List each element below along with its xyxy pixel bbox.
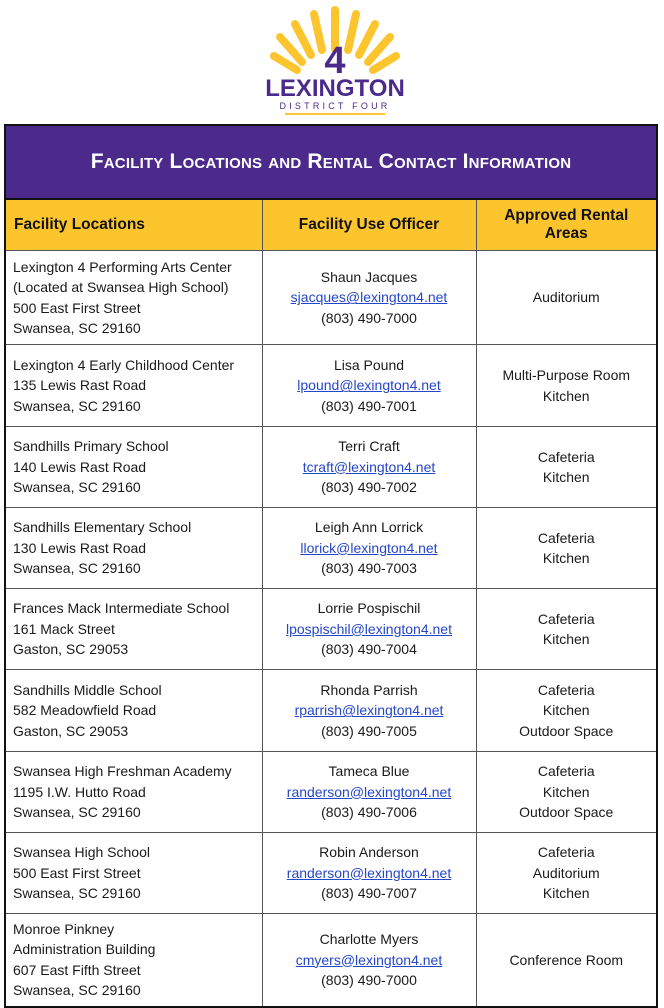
location-line: Sandhills Primary School	[13, 438, 169, 455]
officer-name: Tameca Blue	[328, 763, 410, 780]
location-line: 607 East Fifth Street	[13, 961, 141, 978]
table-row	[6, 427, 656, 508]
location-line: Swansea, SC 29160	[13, 982, 141, 999]
officer-phone: (803) 490-7006	[321, 804, 417, 821]
rental-areas-cell	[476, 589, 656, 670]
officer-phone: (803) 490-7003	[321, 560, 417, 577]
location-line: Swansea, SC 29160	[13, 560, 141, 577]
location-line: 140 Lewis Rast Road	[13, 458, 147, 475]
rental-area-item: Kitchen	[542, 550, 590, 566]
location-line: 135 Lewis Rast Road	[13, 377, 147, 394]
location-line: 130 Lewis Rast Road	[13, 539, 147, 556]
table-row	[6, 914, 656, 1006]
facility-location-cell	[6, 251, 262, 345]
location-line: Swansea, SC 29160	[13, 320, 141, 336]
officer-phone: (803) 490-7001	[321, 397, 417, 414]
logo-number: 4	[324, 40, 346, 82]
rental-area-item: Outdoor Space	[519, 804, 614, 821]
rental-area-item: Auditorium	[532, 864, 600, 881]
facility-officer-cell	[262, 670, 476, 752]
location-line: Swansea, SC 29160	[13, 479, 141, 496]
rental-area-item: Outdoor Space	[519, 722, 614, 739]
rental-area-item: Cafeteria	[537, 763, 595, 780]
rental-area-item: Cafeteria	[537, 529, 595, 546]
rental-area-item: Cafeteria	[537, 681, 595, 698]
location-line: Administration Building	[13, 941, 156, 958]
officer-email-link[interactable]: llorick@lexington4.net	[300, 539, 438, 556]
officer-email-link[interactable]: randerson@lexington4.net	[286, 783, 452, 800]
rental-area-item: Kitchen	[542, 387, 590, 404]
table-row	[6, 670, 656, 752]
location-line: Swansea High School	[13, 844, 150, 861]
rental-areas-cell	[476, 427, 656, 508]
officer-email-link[interactable]: cmyers@lexington4.net	[295, 951, 443, 968]
facility-officer-cell	[262, 833, 476, 914]
officer-phone: (803) 490-7000	[321, 309, 417, 326]
rental-areas-cell	[476, 251, 656, 345]
facility-officer-cell	[262, 914, 476, 1006]
table-row	[6, 833, 656, 914]
rental-area-item: Kitchen	[542, 469, 590, 485]
page-title: Facility Locations and Rental Contact Information	[90, 150, 572, 173]
header-approved-rental-areas: Approved Rental Areas	[476, 200, 656, 251]
officer-name: Terri Craft	[338, 438, 400, 455]
officer-email-link[interactable]: sjacques@lexington4.net	[290, 289, 448, 306]
officer-email-link[interactable]: rparrish@lexington4.net	[294, 702, 444, 719]
officer-email-link[interactable]: lpospischil@lexington4.net	[286, 620, 452, 637]
officer-name: Charlotte Myers	[319, 931, 419, 947]
rental-area-item: Kitchen	[542, 702, 590, 719]
rental-area-item: Kitchen	[542, 631, 590, 647]
officer-phone: (803) 490-7007	[321, 885, 417, 902]
table-header-row	[6, 200, 656, 251]
location-line: (Located at Swansea High School)	[13, 279, 229, 295]
officer-name: Lisa Pound	[333, 356, 405, 373]
header-facility-use-officer: Facility Use Officer	[262, 200, 476, 251]
facility-location-cell	[6, 345, 262, 427]
officer-name: Shaun Jacques	[320, 268, 418, 285]
location-line: Swansea, SC 29160	[13, 804, 141, 821]
facility-officer-cell	[262, 589, 476, 670]
table-row	[6, 508, 656, 589]
facility-officer-cell	[262, 427, 476, 508]
location-line: Lexington 4 Performing Arts Center	[13, 258, 232, 275]
location-line: 500 East First Street	[13, 864, 141, 881]
facility-officer-cell	[262, 752, 476, 833]
location-line: 500 East First Street	[13, 299, 141, 316]
officer-phone: (803) 490-7004	[321, 641, 417, 658]
officer-name: Lorrie Pospischil	[317, 600, 421, 617]
facility-location-cell	[6, 670, 262, 752]
rental-areas-cell	[476, 833, 656, 914]
facility-table	[6, 200, 656, 1006]
table-row	[6, 251, 656, 345]
rental-area-item: Cafeteria	[537, 448, 595, 465]
rental-areas-cell	[476, 914, 656, 1006]
rental-area-item: Kitchen	[542, 783, 590, 800]
rental-areas-cell	[476, 345, 656, 427]
officer-name: Robin Anderson	[319, 844, 419, 861]
location-line: Gaston, SC 29053	[13, 641, 129, 658]
location-line: Swansea, SC 29160	[13, 885, 141, 902]
location-line: Swansea, SC 29160	[13, 397, 141, 414]
table-row	[6, 345, 656, 427]
officer-email-link[interactable]: lpound@lexington4.net	[297, 377, 441, 394]
facility-location-cell	[6, 589, 262, 670]
title-bar	[6, 126, 656, 200]
rental-area-item: Cafeteria	[537, 844, 595, 861]
sunburst-logo-icon	[250, 2, 420, 118]
location-line: 1195 I.W. Hutto Road	[13, 783, 146, 800]
location-line: Swansea High Freshman Academy	[13, 763, 232, 780]
table-row	[6, 589, 656, 670]
rental-areas-cell	[476, 752, 656, 833]
officer-email-link[interactable]: tcraft@lexington4.net	[302, 458, 436, 475]
officer-phone: (803) 490-7002	[321, 479, 417, 496]
rental-area-item: Multi-Purpose Room	[502, 367, 631, 383]
location-line: Monroe Pinkney	[13, 920, 115, 937]
location-line: 582 Meadowfield Road	[13, 702, 157, 719]
officer-phone: (803) 490-7000	[321, 972, 417, 988]
officer-phone: (803) 490-7005	[321, 722, 417, 739]
facility-location-cell	[6, 914, 262, 1006]
location-line: Lexington 4 Early Childhood Center	[13, 356, 235, 373]
rental-areas-cell	[476, 670, 656, 752]
table-row	[6, 752, 656, 833]
location-line: Sandhills Elementary School	[13, 519, 192, 536]
rental-area-item: Auditorium	[532, 289, 600, 306]
location-line: 161 Mack Street	[13, 620, 115, 637]
logo-name: LEXINGTON	[265, 75, 405, 102]
facility-table-container	[4, 124, 658, 1008]
facility-location-cell	[6, 833, 262, 914]
rental-area-item: Kitchen	[542, 885, 590, 902]
officer-name: Leigh Ann Lorrick	[314, 519, 424, 536]
rental-areas-cell	[476, 508, 656, 589]
location-line: Frances Mack Intermediate School	[13, 600, 230, 617]
facility-location-cell	[6, 752, 262, 833]
officer-name: Rhonda Parrish	[320, 681, 418, 698]
district-logo	[250, 2, 420, 118]
logo-tagline: DISTRICT FOUR	[279, 101, 391, 111]
location-line: Gaston, SC 29053	[13, 722, 129, 739]
facility-location-cell	[6, 508, 262, 589]
facility-officer-cell	[262, 345, 476, 427]
officer-email-link[interactable]: randerson@lexington4.net	[286, 864, 452, 881]
location-line: Sandhills Middle School	[13, 681, 162, 698]
facility-location-cell	[6, 427, 262, 508]
rental-area-item: Conference Room	[509, 951, 624, 968]
facility-officer-cell	[262, 251, 476, 345]
facility-officer-cell	[262, 508, 476, 589]
rental-area-item: Cafeteria	[537, 610, 595, 627]
header-facility-locations: Facility Locations	[6, 200, 262, 251]
